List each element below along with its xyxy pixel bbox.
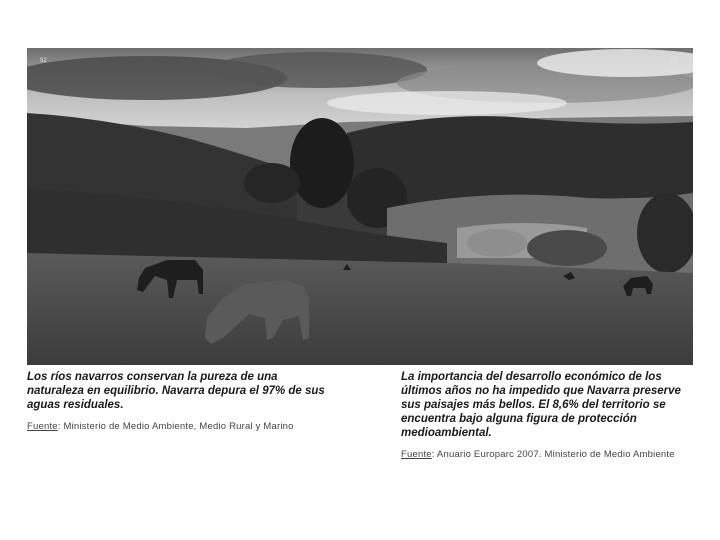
landscape-photo <box>27 48 693 365</box>
source-right <box>401 449 675 460</box>
source-text-left: : Ministerio de Medio Ambiente, Medio Rural y Marino <box>57 421 294 432</box>
caption-right: La importancia del desarrollo económico de los últimos años no ha impedido que Navarra preserve sus paisajes más bellos. El 8,6% del territorio se encuentra bajo alguna figura de protección medioambiental. <box>401 371 681 439</box>
page-number-right: 53 <box>670 58 677 64</box>
source-text-right: : Anuario Europarc 2007. Ministerio de Medio Ambiente <box>431 449 675 460</box>
source-label-left[interactable]: Fuente <box>27 421 58 432</box>
landscape-image <box>27 48 693 365</box>
source-label-right[interactable]: Fuente <box>401 449 432 460</box>
source-left <box>27 421 294 432</box>
page-number-left: 52 <box>40 58 47 64</box>
caption-left: Los ríos navarros conservan la pureza de una naturaleza en equilibrio. Navarra depura el 97% de sus aguas residuales. <box>27 371 325 411</box>
